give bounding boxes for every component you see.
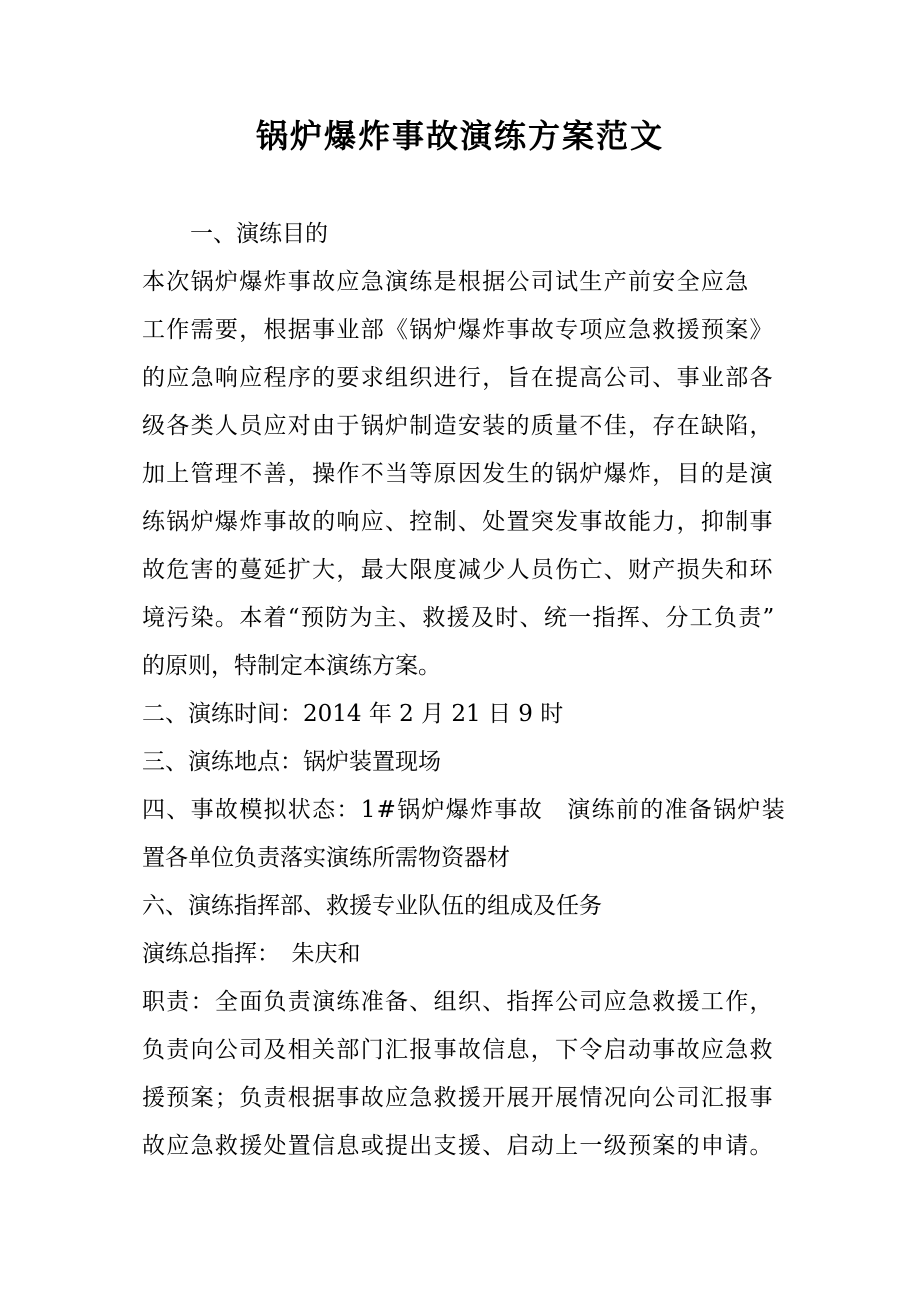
paragraph-line: 加上管理不善，操作不当等原因发生的锅炉爆炸，目的是演: [142, 461, 774, 487]
paragraph-line: 置各单位负责落实演练所需物资器材: [142, 845, 510, 871]
paragraph-line: 的原则，特制定本演练方案。: [142, 653, 441, 679]
paragraph-line: 的应急响应程序的要求组织进行，旨在提高公司、事业部各: [142, 365, 774, 391]
drill-time-line: 二、演练时间：2014 年 2 月 21 日 9 时: [142, 701, 564, 727]
accident-simulation-line: 四、事故模拟状态：1#锅炉爆炸事故 演练前的准备锅炉装: [142, 797, 787, 823]
section-heading-purpose: 一、演练目的: [190, 221, 328, 247]
paragraph-line: 职责：全面负责演练准备、组织、指挥公司应急救援工作，: [142, 989, 774, 1015]
paragraph-line: 境污染。本着“预防为主、救援及时、统一指挥、分工负责”: [142, 605, 776, 631]
paragraph-line: 故应急救援处置信息或提出支援、启动上一级预案的申请。: [142, 1133, 774, 1159]
commander-line: 演练总指挥： 朱庆和: [142, 941, 361, 967]
paragraph-line: 故危害的蔓延扩大，最大限度减少人员伤亡、财产损失和环: [142, 557, 774, 583]
paragraph-line: 负责向公司及相关部门汇报事故信息，下令启动事故应急救: [142, 1037, 774, 1063]
paragraph-line: 级各类人员应对由于锅炉制造安装的质量不佳，存在缺陷，: [142, 413, 774, 439]
drill-location-line: 三、演练地点：锅炉装置现场: [142, 749, 441, 775]
paragraph-line: 工作需要，根据事业部《锅炉爆炸事故专项应急救援预案》: [142, 317, 774, 343]
paragraph-line: 援预案；负责根据事故应急救援开展开展情况向公司汇报事: [142, 1085, 774, 1111]
paragraph-line: 练锅炉爆炸事故的响应、控制、处置突发事故能力，抑制事: [142, 509, 774, 535]
document-title: 锅炉爆炸事故演练方案范文: [255, 117, 664, 155]
section-heading-command: 六、演练指挥部、救援专业队伍的组成及任务: [142, 893, 602, 919]
paragraph-line: 本次锅炉爆炸事故应急演练是根据公司试生产前安全应急: [142, 269, 750, 295]
